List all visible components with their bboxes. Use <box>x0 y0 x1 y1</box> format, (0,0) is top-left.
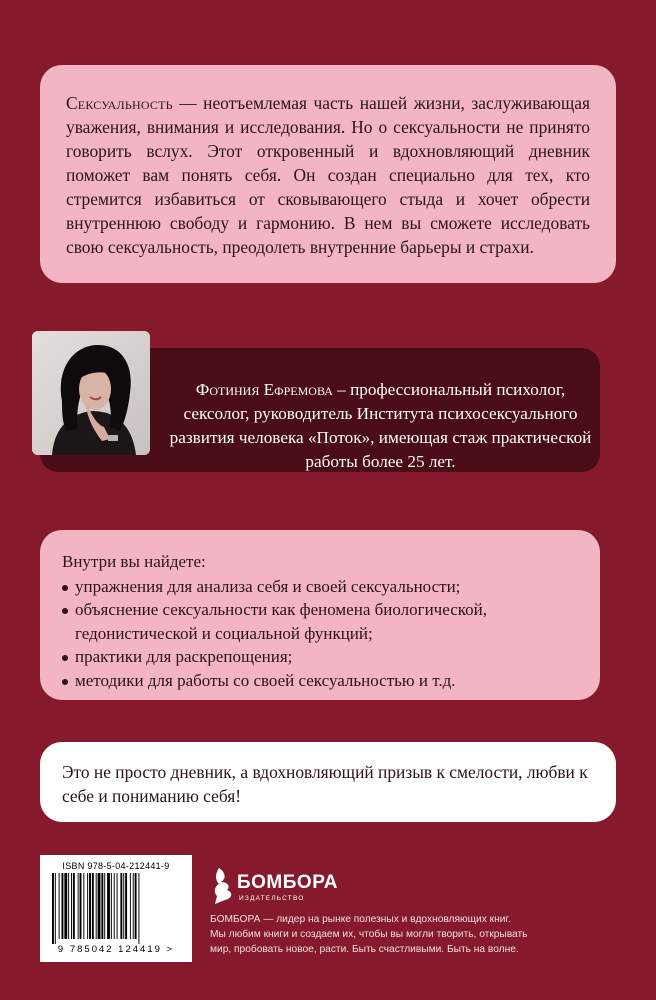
barcode-stripe <box>114 873 115 939</box>
barcode-stripe <box>52 873 54 945</box>
inside-list <box>62 575 578 693</box>
publisher-note-line: БОМБОРА — лидер на рынке полезных и вдохновляющих книг. <box>210 914 511 925</box>
list-item: упражнения для анализа себя и своей сексуальности; <box>62 575 578 599</box>
barcode-stripe <box>138 873 139 945</box>
author-name: Фотиния Ефремова <box>195 380 333 399</box>
barcode-stripe <box>83 873 84 939</box>
list-item: практики для раскрепощения; <box>62 645 578 669</box>
barcode-bars <box>48 873 184 945</box>
list-item: методики для работы со своей сексуальностью и т.д. <box>62 669 578 693</box>
publisher-note-line: мир, пробовать новое, расти. Быть счастливыми. Быть на волне. <box>210 944 519 955</box>
intro-panel <box>40 65 616 283</box>
publisher-name: БОМБОРА <box>237 872 338 893</box>
author-bio-text: – профессиональный психолог, сексолог, руководитель Института психосексуального развития человека «Поток», имеющая стаж практической работы более 25 лет. <box>169 380 592 471</box>
inside-heading: Внутри вы найдете: <box>62 552 206 571</box>
closing-text: Это не просто дневник, а вдохновляющий призыв к смелости, любви к себе и пониманию себя! <box>62 762 588 806</box>
barcode-stripe <box>92 873 94 939</box>
barcode-stripe <box>125 873 127 939</box>
author-block <box>32 331 600 472</box>
publisher-note <box>210 912 630 957</box>
barcode-stripe <box>104 873 105 939</box>
barcode-stripe <box>89 873 91 939</box>
publisher-note-line: Мы любим книги и создаем их, чтобы вы могли творить, открывать <box>210 929 528 940</box>
closing-panel <box>40 742 616 822</box>
barcode-stripe <box>107 873 110 939</box>
intro-text: — неотъемлемая часть нашей жизни, заслуживающая уважения, внимания и исследования. Но о сексуальности не принято говорить вслух. Этот откровенный и вдохновляющий дневник поможет вам понять себя. Он создан специально для тех, кто стремится избавиться от сковывающего стыда и хочет обрести внутреннюю свободу и гармонию. В нем вы сможете исследовать свою сексуальность, преодолеть внутренние барьеры и страхи. <box>66 93 590 257</box>
barcode-stripe <box>130 873 131 939</box>
barcode-stripe <box>111 873 112 939</box>
barcode-stripe <box>64 873 67 939</box>
barcode <box>40 855 192 962</box>
barcode-stripe <box>117 873 118 939</box>
barcode-stripe <box>78 873 79 939</box>
isbn-text: ISBN 978-5-04-212441-9 <box>62 861 170 871</box>
intro-lead-word: Сексуальность <box>66 93 173 113</box>
barcode-stripe <box>55 873 56 945</box>
author-bio <box>168 378 593 474</box>
list-item: объяснение сексуальности как феномена биологической, гедонистической и социальной функций; <box>62 598 578 645</box>
barcode-stripe <box>73 873 75 939</box>
barcode-stripe <box>62 873 64 939</box>
barcode-stripe <box>98 873 101 939</box>
author-photo <box>32 331 150 455</box>
barcode-stripe <box>96 873 97 939</box>
barcode-stripe <box>120 873 122 939</box>
barcode-stripe <box>80 873 82 939</box>
barcode-stripe <box>68 873 69 939</box>
inside-panel <box>40 530 600 700</box>
barcode-stripe <box>133 873 134 939</box>
barcode-digits: 9 785042 124419 > <box>40 944 192 955</box>
barcode-stripe <box>135 873 137 939</box>
bombora-logo-icon <box>211 866 235 906</box>
barcode-stripe <box>123 873 124 939</box>
barcode-stripe <box>87 873 88 939</box>
barcode-stripe <box>59 873 60 939</box>
barcode-stripe <box>71 873 72 939</box>
publisher-subtitle: ИЗДАТЕЛЬСТВО <box>239 895 305 902</box>
barcode-stripe <box>101 873 103 939</box>
